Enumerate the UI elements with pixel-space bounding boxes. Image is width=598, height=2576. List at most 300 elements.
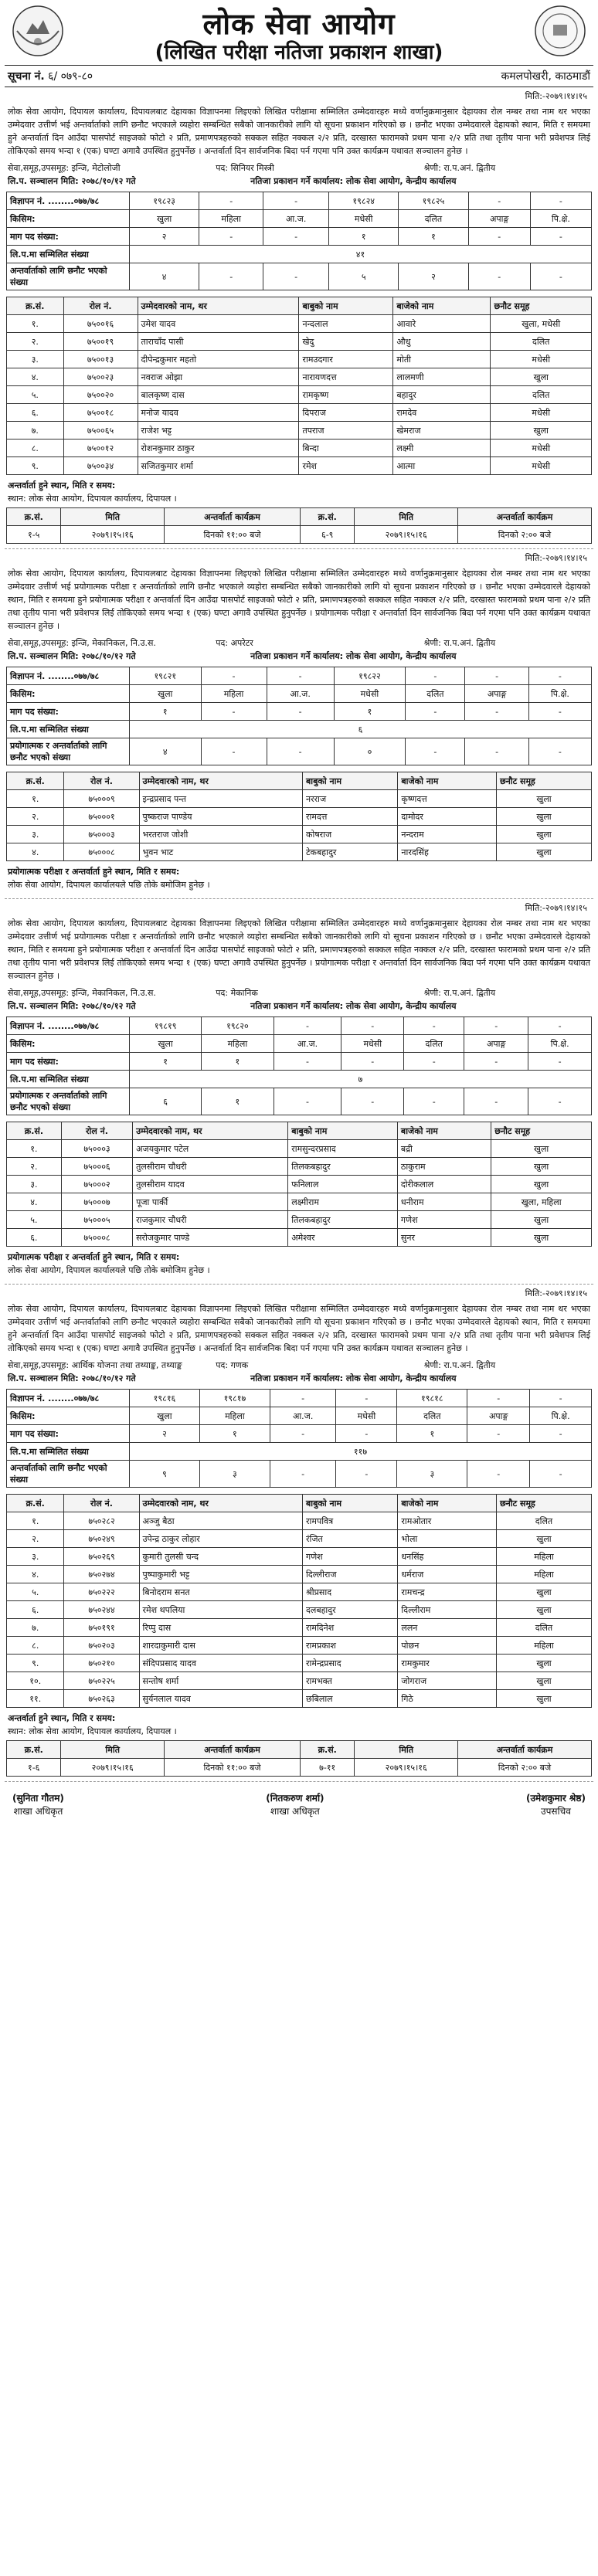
seat-cell: - xyxy=(201,703,267,721)
signatory-name: (उमेशकुमार श्रेष्ठ) xyxy=(525,1793,586,1804)
candidate-cell: खुला xyxy=(496,1672,591,1690)
seat-category-row xyxy=(7,685,592,703)
seat-cell: - xyxy=(336,1461,397,1488)
table-row xyxy=(7,1140,592,1158)
candidate-cell: रामदिनेश xyxy=(303,1619,398,1637)
candidate-cell: ४. xyxy=(7,1193,62,1211)
seat-cell: - xyxy=(274,1053,341,1071)
candidate-cell: ललन xyxy=(398,1619,497,1637)
candidate-cell: श्रीप्रसाद xyxy=(303,1583,398,1601)
seat-cell: किसिम: xyxy=(7,1407,130,1425)
interview-header-cell: अन्तर्वार्ता कार्यक्रम xyxy=(165,1741,301,1759)
candidate-header-cell: बाबुको नाम xyxy=(303,772,398,790)
candidate-cell: १०. xyxy=(7,1672,64,1690)
table-row xyxy=(7,333,592,351)
seat-cell: ६ xyxy=(130,721,592,738)
candidate-cell: ७५००१८ xyxy=(63,404,138,422)
notices-container xyxy=(5,87,593,1782)
seat-header-row xyxy=(7,1017,592,1035)
candidate-cell: ७५०२४४ xyxy=(64,1601,139,1619)
service-group: सेवा,समूह,उपसमूह: इन्जि, मेकानिकल, नि.उ.स. xyxy=(8,638,156,648)
candidate-cell: ७५००२३ xyxy=(63,368,138,386)
interview-place: स्थान: लोक सेवा आयोग, दिपायल कार्यालय, दिपायल । xyxy=(8,1726,177,1736)
seat-cell: ३ xyxy=(199,1461,270,1488)
notice-section xyxy=(5,87,593,549)
seat-cell: लि.प.मा सम्मिलित संख्या xyxy=(7,721,130,738)
table-row xyxy=(7,1158,592,1176)
seat-cell: ५ xyxy=(329,263,399,290)
table-row xyxy=(7,1655,592,1672)
seat-cell: - xyxy=(530,1461,592,1488)
candidate-cell: ५. xyxy=(7,386,64,404)
seat-header-row xyxy=(7,1390,592,1407)
seat-cell: - xyxy=(528,667,591,685)
candidate-cell: ७५०००९ xyxy=(64,790,139,808)
candidate-header-cell: बाजेको नाम xyxy=(398,1495,497,1512)
interview-header-cell: अन्तर्वार्ता कार्यक्रम xyxy=(458,1741,592,1759)
candidate-cell: ७५००३४ xyxy=(63,457,138,475)
table-row xyxy=(7,422,592,440)
seat-row xyxy=(7,1071,592,1088)
candidate-cell: गणेश xyxy=(397,1211,491,1229)
candidate-cell: ७५०००६ xyxy=(61,1158,132,1176)
candidate-cell: महिला xyxy=(496,1637,591,1655)
seat-cell: महिला xyxy=(201,685,267,703)
interview-table xyxy=(6,507,592,544)
post-name: पद: सिनियर मिस्त्री xyxy=(216,163,274,173)
seat-cell: - xyxy=(341,1017,404,1035)
candidate-cell: आवारे xyxy=(393,315,491,333)
seat-cell: १ xyxy=(199,1425,270,1443)
candidate-cell: दलित xyxy=(491,386,592,404)
table-row xyxy=(7,843,592,861)
candidate-cell: ७५०००१ xyxy=(64,808,139,826)
candidate-header-cell: रोल नं. xyxy=(63,297,138,315)
candidate-cell: रामउदगार xyxy=(299,351,393,368)
candidate-header-row xyxy=(7,1122,592,1140)
seat-cell: अपाङ्ग xyxy=(467,1407,530,1425)
seat-cell: महिला xyxy=(202,1035,274,1053)
seat-cell: - xyxy=(468,192,530,210)
seat-row xyxy=(7,228,592,246)
candidate-cell: खुला xyxy=(496,790,591,808)
seat-table xyxy=(6,1016,592,1115)
candidate-header-cell: क्र.सं. xyxy=(7,1495,64,1512)
interview-cell: २०७९।१५।१६ xyxy=(61,1759,165,1777)
seat-cell: मधेसी xyxy=(341,1035,404,1053)
seat-cell: लि.प.मा सम्मिलित संख्या xyxy=(7,246,130,263)
candidate-cell: पुष्पाकुमारी भट्ट xyxy=(139,1566,302,1583)
table-row xyxy=(7,1176,592,1193)
candidate-cell: अमेश्वर xyxy=(288,1229,398,1247)
candidate-header-cell: उम्मेदवारको नाम, थर xyxy=(138,297,299,315)
interview-title: अन्तर्वार्ता हुने स्थान, मिति र समय: xyxy=(8,480,116,490)
seat-cell: लि.प.मा सम्मिलित संख्या xyxy=(7,1443,130,1461)
interview-header-row xyxy=(7,1741,592,1759)
candidate-cell: दलित xyxy=(491,333,592,351)
interview-cell: १-५ xyxy=(7,526,61,544)
candidate-cell: ७५०२६९ xyxy=(64,1548,139,1566)
candidate-cell: खुला xyxy=(496,1690,591,1708)
seat-cell: ४ xyxy=(130,263,199,290)
table-row xyxy=(7,386,592,404)
candidate-cell: १. xyxy=(7,1140,62,1158)
notice-section xyxy=(5,549,593,899)
candidate-cell: ४. xyxy=(7,843,64,861)
seat-cell: - xyxy=(465,738,528,765)
written-exam-date: लि.प. सञ्चालन मिति: २०७८/१०/१२ गते xyxy=(8,176,136,186)
candidate-cell: खुला, मधेसी xyxy=(491,315,592,333)
signature-block xyxy=(5,1791,593,1817)
candidate-cell: दामोदर xyxy=(398,808,497,826)
table-row xyxy=(7,1548,592,1566)
candidate-cell: पुष्कराज पाण्डेय xyxy=(139,808,302,826)
reference-row xyxy=(5,66,593,87)
post-meta xyxy=(8,637,590,649)
signature xyxy=(12,1791,64,1817)
seat-category-row xyxy=(7,1035,592,1053)
seat-cell: १९८१७ xyxy=(199,1390,270,1407)
candidate-cell: भुवन भाट xyxy=(139,843,302,861)
seat-cell: - xyxy=(270,1461,336,1488)
candidate-header-cell: रोल नं. xyxy=(61,1122,132,1140)
candidate-cell: ७५०००३ xyxy=(61,1140,132,1158)
candidate-cell: २. xyxy=(7,1158,62,1176)
seat-cell: - xyxy=(530,1425,592,1443)
publishing-office: नतिजा प्रकाशन गर्ने कार्यालय: लोक सेवा आयोग, केन्द्रीय कार्यालय xyxy=(250,176,457,186)
seat-cell: - xyxy=(467,1461,530,1488)
table-row xyxy=(7,1566,592,1583)
candidate-cell: ७५०२०३ xyxy=(64,1637,139,1655)
seat-cell: - xyxy=(468,263,530,290)
org-title: लोक सेवा आयोग xyxy=(202,7,396,41)
signatory-title: शाखा अधिकृत xyxy=(13,1806,63,1817)
candidate-cell: खुला xyxy=(491,1158,592,1176)
notice-paragraph: लोक सेवा आयोग, दिपायल कार्यालय, दिपायलबाट देहायका विज्ञापनमा लिइएको लिखित परीक्षामा सम्मिलित उम्मेदवारहरु मध्ये वर्णानुक्रमानुसार देहायका रोल नम्बर तथा नाम थर भएका उम्मेदवार उत्तीर्ण भई प्रयोगात्मक परीक्षा र अन्तर्वार्ताको लागि छनौट भएकाले व्यहोरा सम्बन्धित सबैको जानकारीको लागि यो सूचना प्रकाशन गरिएको छ । छनौट भएका उम्मेदवारले देहायको स्थान, मिति र समयमा हुने प्रयोगात्मक परीक्षा र अन्तर्वार्ता दिन आउँदा पासपोर्ट साइजको फोटो २ प्रति, प्रमाणपत्रहरुको सक्कल सहित नक्कल २/२ प्रति, दरखास्त फारामको प्रथम पाना २/२ प्रति तथा तृतीय पाना भरी प्रवेशपत्र लिई तोकिएको समय भन्दा १ (एक) घण्टा अगावै उपस्थित हुनुपर्नेछ । प्रयोगात्मक परीक्षा र अन्तर्वार्ता दिन सार्वजनिक बिदा पर्न गएमा पनि उक्त कार्यक्रम यथावत सञ्चालन हुनेछ । xyxy=(8,568,590,631)
candidate-header-cell: क्र.सं. xyxy=(7,772,64,790)
candidate-cell: ताराचाँद पासी xyxy=(138,333,299,351)
candidate-cell: खुला xyxy=(496,1583,591,1601)
seat-row xyxy=(7,263,592,290)
interview-cell: २०७९।१५।१६ xyxy=(61,526,165,544)
candidate-cell: ७५०१९१ xyxy=(64,1619,139,1637)
candidate-cell: रामचन्द्र xyxy=(398,1583,497,1601)
candidate-cell: मधेसी xyxy=(491,457,592,475)
candidate-cell: बालकृष्ण दास xyxy=(138,386,299,404)
seat-cell: १ xyxy=(397,1425,467,1443)
post-level: श्रेणी: रा.प.अनं. द्वितीय xyxy=(423,1360,496,1370)
table-row xyxy=(7,368,592,386)
written-exam-date: लि.प. सञ्चालन मिति: २०७८/१०/१२ गते xyxy=(8,1001,136,1011)
signature xyxy=(266,1791,324,1817)
seat-cell: १ xyxy=(202,1053,274,1071)
written-exam-date: लि.प. सञ्चालन मिति: २०७८/१०/१२ गते xyxy=(8,651,136,661)
candidate-cell: रामकृष्ण xyxy=(299,386,393,404)
candidate-header-cell: उम्मेदवारको नाम, थर xyxy=(139,772,302,790)
seat-cell: पि.क्षे. xyxy=(530,210,591,228)
candidate-cell: ३. xyxy=(7,351,64,368)
seat-row xyxy=(7,1443,592,1461)
seat-cell: १९८२३ xyxy=(130,192,199,210)
candidate-cell: रामसुन्दरप्रसाद xyxy=(288,1140,398,1158)
candidate-cell: ११. xyxy=(7,1690,64,1708)
publishing-office: नतिजा प्रकाशन गर्ने कार्यालय: लोक सेवा आयोग, केन्द्रीय कार्यालय xyxy=(250,1373,457,1383)
interview-cell: २०७९।१५।१६ xyxy=(355,526,458,544)
candidate-cell: टेकबहादुर xyxy=(303,843,398,861)
candidate-cell: ठाकुराम xyxy=(397,1158,491,1176)
candidate-cell: सरोजकुमार पाण्डे xyxy=(133,1229,288,1247)
seat-cell: - xyxy=(274,1017,341,1035)
table-row xyxy=(7,457,592,475)
candidate-cell: दलबहादुर xyxy=(303,1601,398,1619)
interview-title: अन्तर्वार्ता हुने स्थान, मिति र समय: xyxy=(8,1713,116,1723)
candidate-cell: नन्दलाल xyxy=(299,315,393,333)
candidate-cell: ७५००२० xyxy=(63,386,138,404)
candidate-cell: उमेश यादव xyxy=(138,315,299,333)
candidate-cell: सजितकुमार शर्मा xyxy=(138,457,299,475)
org-subtitle: (लिखित परीक्षा नतिजा प्रकाशन शाखा) xyxy=(155,41,443,64)
seat-cell: १९८२२ xyxy=(334,667,406,685)
seat-cell: पि.क्षे. xyxy=(528,685,591,703)
candidate-cell: संदिपप्रसाद यादव xyxy=(139,1655,302,1672)
candidate-cell: रंजित xyxy=(303,1530,398,1548)
candidate-cell: ७५०००८ xyxy=(64,843,139,861)
candidate-cell: ७. xyxy=(7,422,64,440)
seat-cell: - xyxy=(270,1390,336,1407)
post-level: श्रेणी: रा.प.अनं. द्वितीय xyxy=(423,163,496,173)
candidate-cell: खुला, महिला xyxy=(491,1193,592,1211)
seat-cell: मधेसी xyxy=(336,1407,397,1425)
seat-cell: अन्तर्वार्ताको लागि छनौट भएको संख्या xyxy=(7,263,130,290)
interview-header-cell: मिति xyxy=(355,1741,458,1759)
candidate-cell: खुला xyxy=(491,1140,592,1158)
seat-cell: - xyxy=(267,738,334,765)
table-row xyxy=(7,1193,592,1211)
seat-cell: ७ xyxy=(130,1071,592,1088)
interview-header-cell: मिति xyxy=(355,508,458,526)
candidate-cell: खुला xyxy=(496,826,591,843)
post-level: श्रेणी: रा.प.अनं. द्वितीय xyxy=(423,638,496,648)
candidate-cell: सुनर xyxy=(397,1229,491,1247)
seat-cell: प्रयोगात्मक र अन्तर्वार्ताको लागि छनौट भएको संख्या xyxy=(7,1088,130,1115)
seat-cell: - xyxy=(467,1390,530,1407)
seat-cell: खुला xyxy=(130,685,202,703)
candidate-cell: मनोज यादव xyxy=(138,404,299,422)
seat-cell: माग पद संख्या: xyxy=(7,228,130,246)
seat-cell: खुला xyxy=(130,1407,200,1425)
seat-cell: १ xyxy=(130,1053,202,1071)
candidate-cell: दिल्लीराम xyxy=(398,1601,497,1619)
candidate-cell: ७५०२१० xyxy=(64,1655,139,1672)
table-row xyxy=(7,1601,592,1619)
candidate-header-cell: बाजेको नाम xyxy=(398,772,497,790)
seat-cell: - xyxy=(267,703,334,721)
seat-cell: माग पद संख्या: xyxy=(7,1425,130,1443)
candidate-cell: ७५०२४९ xyxy=(64,1530,139,1548)
seat-cell: - xyxy=(528,1088,592,1115)
candidate-cell: राजकुमार चौधरी xyxy=(133,1211,288,1229)
candidate-cell: दिल्लीराज xyxy=(303,1566,398,1583)
seat-cell: महिला xyxy=(199,210,263,228)
candidate-header-cell: छनौट समूह xyxy=(491,297,592,315)
candidate-header-cell: उम्मेदवारको नाम, थर xyxy=(139,1495,302,1512)
candidate-header-cell: उम्मेदवारको नाम, थर xyxy=(133,1122,288,1140)
candidate-cell: १. xyxy=(7,1512,64,1530)
candidate-cell: कुमारी तुलसी चन्द xyxy=(139,1548,302,1566)
seat-category-row xyxy=(7,210,592,228)
seat-cell: - xyxy=(406,738,465,765)
candidate-cell: ९. xyxy=(7,457,64,475)
table-row xyxy=(7,1583,592,1601)
candidate-cell: कृष्णदत्त xyxy=(398,790,497,808)
seat-cell: - xyxy=(201,738,267,765)
interview-header-cell: अन्तर्वार्ता कार्यक्रम xyxy=(458,508,592,526)
office-location: कमलपोखरी, काठमाडौं xyxy=(501,70,590,83)
table-row xyxy=(7,1229,592,1247)
candidate-cell: ९. xyxy=(7,1655,64,1672)
notice-date: मिति:-२०७९।१४।१५ xyxy=(525,91,587,101)
seat-cell: १९८१६ xyxy=(130,1390,200,1407)
candidate-table xyxy=(6,772,592,861)
candidate-cell: खुला xyxy=(491,1211,592,1229)
candidate-cell: दीपेन्द्रकुमार महतो xyxy=(138,351,299,368)
candidate-cell: इन्द्रप्रसाद पन्त xyxy=(139,790,302,808)
seat-cell: - xyxy=(199,263,263,290)
candidate-cell: खेदु xyxy=(299,333,393,351)
candidate-cell: खुला xyxy=(496,808,591,826)
candidate-header-cell: छनौट समूह xyxy=(491,1122,592,1140)
candidate-cell: ४. xyxy=(7,1566,64,1583)
seat-cell: - xyxy=(530,192,591,210)
post-name: पद: मेकानिक xyxy=(216,988,258,998)
interview-header-row xyxy=(7,508,592,526)
candidate-cell: मोती xyxy=(393,351,491,368)
candidate-cell: सन्तोष शर्मा xyxy=(139,1672,302,1690)
candidate-cell: भोला xyxy=(398,1530,497,1548)
candidate-cell: धनसिंह xyxy=(398,1548,497,1566)
seat-cell: ६ xyxy=(130,1088,202,1115)
candidate-cell: ५. xyxy=(7,1211,62,1229)
seat-cell: आ.ज. xyxy=(274,1035,341,1053)
candidate-header-cell: क्र.सं. xyxy=(7,297,64,315)
candidate-cell: ७५००१९ xyxy=(63,333,138,351)
candidate-cell: भरतराज जोशी xyxy=(139,826,302,843)
candidate-cell: औधु xyxy=(393,333,491,351)
post-meta xyxy=(8,162,590,174)
seat-cell: ११७ xyxy=(130,1443,592,1461)
exam-meta xyxy=(8,1373,590,1384)
seat-cell: - xyxy=(530,263,591,290)
candidate-cell: ७५०२७४ xyxy=(64,1566,139,1583)
interview-cell: ७-११ xyxy=(301,1759,355,1777)
seat-cell: - xyxy=(528,703,591,721)
notice-paragraph: लोक सेवा आयोग, दिपायल कार्यालय, दिपायलबाट देहायका विज्ञापनमा लिइएको लिखित परीक्षामा सम्मिलित उम्मेदवारहरु मध्ये वर्णानुक्रमानुसार देहायका रोल नम्बर तथा नाम थर भएका उम्मेदवार उत्तीर्ण भई प्रयोगात्मक परीक्षा र अन्तर्वार्ताको लागि छनौट भएकाले व्यहोरा सम्बन्धित सबैको जानकारीको लागि यो सूचना प्रकाशन गरिएको छ । छनौट भएका उम्मेदवारले देहायको स्थान, मिति र समयमा हुने प्रयोगात्मक परीक्षा र अन्तर्वार्ता दिन आउँदा पासपोर्ट साइजको फोटो २ प्रति, प्रमाणपत्रहरुको सक्कल सहित नक्कल २/२ प्रति, दरखास्त फारामको प्रथम पाना २/२ प्रति तथा तृतीय पाना भरी प्रवेशपत्र लिई तोकिएको समय भन्दा १ (एक) घण्टा अगावै उपस्थित हुनुपर्नेछ । प्रयोगात्मक परीक्षा र अन्तर्वार्ता दिन सार्वजनिक बिदा पर्न गएमा पनि उक्त कार्यक्रम यथावत सञ्चालन हुनेछ । xyxy=(8,918,590,981)
seat-cell: - xyxy=(406,703,465,721)
seat-cell: दलित xyxy=(397,1407,467,1425)
seat-cell: १ xyxy=(202,1088,274,1115)
candidate-cell: अजयकुमार पटेल xyxy=(133,1140,288,1158)
candidate-header-cell: क्र.सं. xyxy=(7,1122,62,1140)
candidate-cell: गणेश xyxy=(303,1548,398,1566)
seat-cell: आ.ज. xyxy=(263,210,329,228)
seat-cell: - xyxy=(528,738,591,765)
interview-table xyxy=(6,1740,592,1777)
seat-cell: - xyxy=(528,1053,592,1071)
seat-cell: २ xyxy=(130,228,199,246)
signatory-title: उपसचिव xyxy=(541,1806,571,1817)
seat-table xyxy=(6,667,592,765)
table-row xyxy=(7,315,592,333)
interview-cell: दिनको २:०० बजे xyxy=(458,1759,592,1777)
candidate-cell: पोछन xyxy=(398,1637,497,1655)
candidate-cell: ७५००१२ xyxy=(63,440,138,457)
interview-header-cell: अन्तर्वार्ता कार्यक्रम xyxy=(165,508,301,526)
seat-row xyxy=(7,1425,592,1443)
candidate-header-row xyxy=(7,1495,592,1512)
seat-cell: - xyxy=(464,1017,528,1035)
candidate-cell: ७५०२८२ xyxy=(64,1512,139,1530)
seat-cell: - xyxy=(530,228,591,246)
candidate-cell: १. xyxy=(7,790,64,808)
candidate-cell: धर्मराज xyxy=(398,1566,497,1583)
seat-cell: अन्तर्वार्ताको लागि छनौट भएको संख्या xyxy=(7,1461,130,1488)
candidate-cell: ७५०००७ xyxy=(61,1193,132,1211)
signature xyxy=(526,1791,586,1817)
interview-place: स्थान: लोक सेवा आयोग, दिपायल कार्यालय, दिपायल । xyxy=(8,494,177,504)
seat-row xyxy=(7,246,592,263)
exam-meta xyxy=(8,650,590,662)
interview-row xyxy=(7,526,592,544)
notice-paragraph: लोक सेवा आयोग, दिपायल कार्यालय, दिपायलबाट देहायका विज्ञापनमा लिइएको लिखित परीक्षामा सम्मिलित उम्मेदवारहरु मध्ये वर्णानुक्रमानुसार देहायका रोल नम्बर तथा नाम थर भएका उम्मेदवार उत्तीर्ण भई अन्तर्वार्ताको लागि छनौट भएकाले व्यहोरा सम्बन्धित सबैको जानकारीको लागि यो सूचना प्रकाशन गरिएको छ । छनौट भएका उम्मेदवारले देहायको स्थान, मिति र समयमा हुने अन्तर्वार्ता दिन आउँदा पासपोर्ट साइजको फोटो २ प्रति, प्रमाणपत्रहरुको सक्कल सहित नक्कल २/२ प्रति, दरखास्त फारामको प्रथम पाना २/२ प्रति तथा तृतीय पाना भरी प्रवेशपत्र लिई तोकिएको समय भन्दा १ (एक) घण्टा अगावै उपस्थित हुनुपर्नेछ । अन्तर्वार्ता दिन सार्वजनिक बिदा पर्न गएमा पनि उक्त कार्यक्रम यथावत सञ्चालन हुनेछ । xyxy=(8,107,590,156)
notice-number xyxy=(8,69,93,83)
interview-header-cell: क्र.सं. xyxy=(301,1741,355,1759)
seat-cell: १ xyxy=(329,228,399,246)
seat-cell: माग पद संख्या: xyxy=(7,703,130,721)
seat-cell: १ xyxy=(130,703,202,721)
signatory-name: (सुनिता गौतम) xyxy=(12,1793,64,1804)
candidate-cell: खुला xyxy=(491,1229,592,1247)
candidate-cell: अञ्जु बैठा xyxy=(139,1512,302,1530)
candidate-cell: महिला xyxy=(496,1566,591,1583)
seat-cell: २ xyxy=(399,263,468,290)
table-row xyxy=(7,826,592,843)
candidate-cell: मधेसी xyxy=(491,404,592,422)
candidate-cell: लक्ष्मी xyxy=(393,440,491,457)
seat-cell: माग पद संख्या: xyxy=(7,1053,130,1071)
candidate-cell: तुलसीराम यादव xyxy=(133,1176,288,1193)
candidate-cell: ७५०२२५ xyxy=(64,1672,139,1690)
seat-table xyxy=(6,192,592,290)
candidate-cell: खुला xyxy=(491,422,592,440)
seat-cell: १९८२५ xyxy=(399,192,468,210)
candidate-cell: धनीराम xyxy=(397,1193,491,1211)
table-row xyxy=(7,404,592,422)
seat-header-row xyxy=(7,192,592,210)
candidate-header-cell: छनौट समूह xyxy=(496,1495,591,1512)
seat-cell: विज्ञापन नं. ........०७७/७८ xyxy=(7,1390,130,1407)
seat-cell: दलित xyxy=(404,1035,464,1053)
post-meta xyxy=(8,1359,590,1371)
table-row xyxy=(7,790,592,808)
seat-row xyxy=(7,1088,592,1115)
seat-cell: १९८२४ xyxy=(329,192,399,210)
table-row xyxy=(7,440,592,457)
seat-cell: - xyxy=(465,703,528,721)
service-group: सेवा,समूह,उपसमूह: आर्थिक योजना तथा तथ्याङ्क, तथ्याङ्क xyxy=(8,1360,182,1370)
seat-cell: - xyxy=(467,1425,530,1443)
table-row xyxy=(7,1672,592,1690)
table-row xyxy=(7,1211,592,1229)
